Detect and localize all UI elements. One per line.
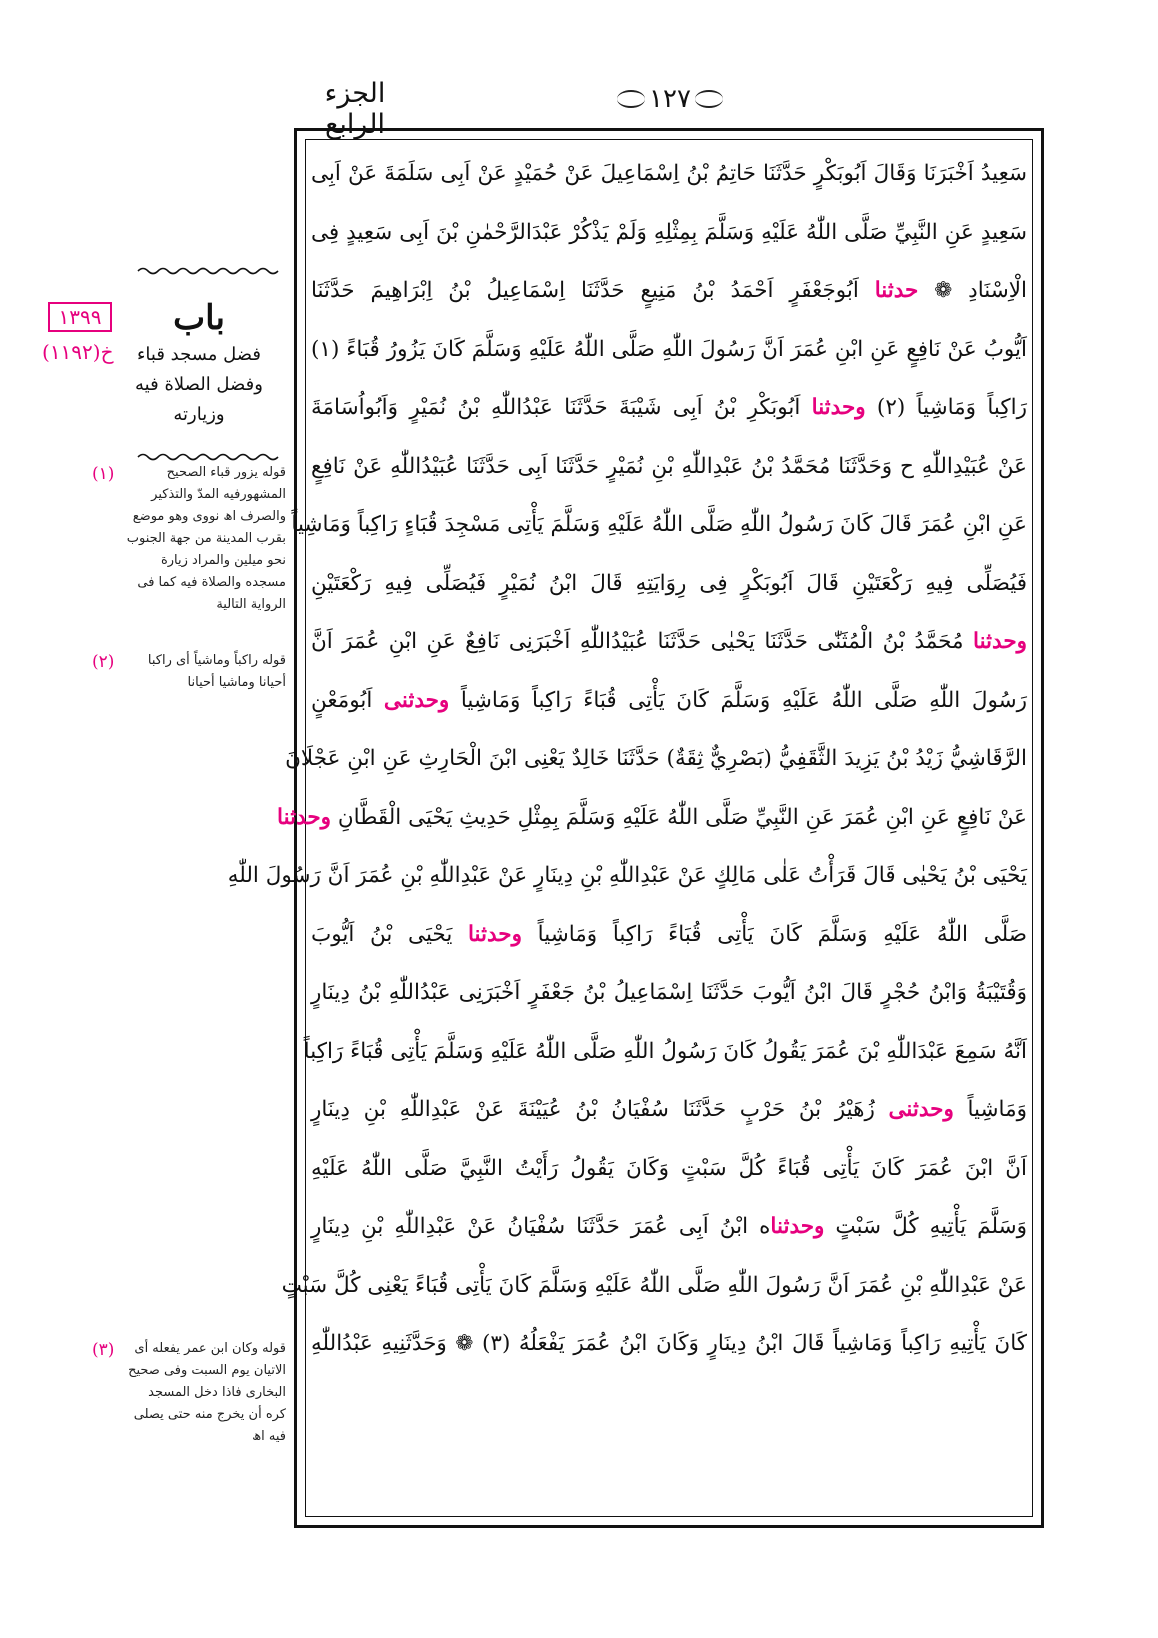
haddathana-marker: وحدثنا xyxy=(770,1214,825,1239)
footnote-number: (٣) xyxy=(92,1340,115,1360)
text-line: فَيُصَلِّى فِيهِ رَكْعَتَيْنِ قَالَ اَبُوبَكْرٍ فِى رِوَايَتِهِ قَالَ ابْنُ نُمَيْرٍ فَيُصَلِّى فِيهِ رَكْعَتَيْنِ xyxy=(311,570,1027,596)
text-line: عَنْ عَبْدِاللّٰهِ بْنِ عُمَرَ اَنَّ رَسُولَ اللّٰهِ صَلَّى اللّٰهُ عَلَيْهِ وَسَلَّمَ كَانَ يَأْتِى قُبَاءً يَعْنِى كُلَّ سَبْتٍ xyxy=(281,1272,1027,1298)
footnote-text: قوله راكباً وماشياً أى راكبا أحيانا وماشيا أحيانا xyxy=(147,653,286,690)
text-line: اَنَّ ابْنَ عُمَرَ كَانَ يَأْتِى قُبَاءً كُلَّ سَبْتٍ وَكَانَ يَقُولُ رَأَيْتُ النَّبِيَّ صَلَّى اللّٰهُ عَلَيْهِ xyxy=(311,1155,1027,1181)
text-line: سَعِيدٍ عَنِ النَّبِيِّ صَلَّى اللّٰهُ عَلَيْهِ وَسَلَّمَ بِمِثْلِهِ وَلَمْ يَذْكُرْ عَبْدَالرَّحْمٰنِ بْنَ اَبِى سَعِيدٍ فِى xyxy=(311,219,1027,245)
text-line: وَمَاشِياً وحدثنى زُهَيْرُ بْنُ حَرْبٍ حَدَّثَنَا سُفْيَانُ بْنُ عُيَيْنَةَ عَنْ عَبْدِاللّٰهِ بْنِ دِينَارٍ xyxy=(311,1097,1027,1122)
chapter-title-line: فضل مسجد قباء xyxy=(136,344,262,365)
wave-divider-top-icon xyxy=(138,266,278,276)
wave-divider-bottom-icon xyxy=(138,452,278,462)
text-line: اَنَّهُ سَمِعَ عَبْدَاللّٰهِ بْنَ عُمَرَ يَقُولُ كَانَ رَسُولُ اللّٰهِ صَلَّى اللّٰهُ عَلَيْهِ وَسَلَّمَ يَأْتِى قُبَاءً رَاكِباً xyxy=(303,1038,1027,1064)
text-line: رَسُولَ اللّٰهِ صَلَّى اللّٰهُ عَلَيْهِ وَسَلَّمَ كَانَ يَأْتِى قُبَاءً رَاكِباً وَمَاشِياً وحدثنى اَبُومَعْنٍ xyxy=(311,687,1027,713)
haddathana-marker: وحدثنا xyxy=(277,804,332,830)
footnote-text: قوله وكان ابن عمر يفعله أى الاتيان يوم السبت وفى صحيح البخارى فاذا دخل المسجد كره أن يخرج منه حتى يصلى فيه اھ xyxy=(128,1341,286,1444)
footnote-number: (١) xyxy=(92,464,115,484)
text-line: وحدثنا مُحَمَّدُ بْنُ الْمُثَنّٰى حَدَّثَنَا يَحْيٰى حَدَّثَنَا عُبَيْدُاللّٰهِ اَخْبَرَنِى نَافِعٌ عَنِ ابْنِ عُمَرَ اَنَّ xyxy=(311,629,1027,654)
haddathana-marker: وحدثنا xyxy=(468,921,522,947)
footnote-number: (٢) xyxy=(92,652,115,672)
haddathana-marker: حدثنا xyxy=(874,278,919,303)
haddathana-marker: وحدثنا xyxy=(973,629,1027,654)
text-line: رَاكِباً وَمَاشِياً (٢) وحدثنا اَبُوبَكْرِ بْنُ اَبِى شَيْبَةَ حَدَّثَنَا عَبْدُاللّٰهِ بْنُ نُمَيْرٍ وَاَبُواُسَامَةَ xyxy=(311,395,1027,420)
text-line: الرَّقَاشِيُّ زَيْدُ بْنُ يَزِيدَ الثَّقَفِيُّ (بَصْرِيٌّ ثِقَةٌ) حَدَّثَنَا خَالِدٌ يَعْنِى ابْنَ الْحَارِثِ عَنِ ابْنِ عَجْلَانَ xyxy=(285,746,1027,771)
text-line: وَسَلَّمَ يَأْتِيهِ كُلَّ سَبْتٍ وحدثناه ابْنُ اَبِى عُمَرَ حَدَّثَنَا سُفْيَانُ عَنْ عَبْدِاللّٰهِ بْنِ دِينَارٍ xyxy=(311,1214,1027,1239)
footnote-text: قوله يزور قباء الصحيح المشهورفيه المدّ والتذكير والصرف اھ نووى وهو موضع بقرب المدينة من جهة الجنوب نحو ميلين والمراد زيارة مسجده والصلاة فيه كما فى الرواية التالية xyxy=(126,465,286,612)
chapter-heading xyxy=(120,296,278,430)
chapter-title-line: وفضل الصلاة فيه xyxy=(135,374,263,395)
chapter-title-line: وزيارته xyxy=(173,404,225,425)
haddathana-marker: وحدثنى xyxy=(888,1097,954,1122)
volume-title: الجزء الرابع xyxy=(324,78,386,140)
text-line: الْاِسْنَادِ ❁ حدثنا اَبُوجَعْفَرٍ اَحْمَدُ بْنُ مَنِيعٍ حَدَّثَنَا اِسْمَاعِيلُ بْنُ اِبْرَاهِيمَ حَدَّثَنَا xyxy=(311,278,1028,303)
text-line: اَيُّوبُ عَنْ نَافِعٍ عَنِ ابْنِ عُمَرَ اَنَّ رَسُولَ اللّٰهِ صَلَّى اللّٰهُ عَلَيْهِ وَسَلَّمَ كَانَ يَزُورُ قُبَاءً (١) xyxy=(311,336,1027,362)
haddathana-marker: وحدثنا xyxy=(811,395,866,420)
page-number: ١٢٧ xyxy=(649,84,691,114)
text-line: عَنِ ابْنِ عُمَرَ قَالَ كَانَ رَسُولُ اللّٰهِ صَلَّى اللّٰهُ عَلَيْهِ وَسَلَّمَ يَأْتِى مَسْجِدَ قُبَاءٍ رَاكِباً وَمَاشِياً xyxy=(291,512,1027,537)
text-line: وَقُتَيْبَةُ وَابْنُ حُجْرٍ قَالَ ابْنُ اَيُّوبَ حَدَّثَنَا اِسْمَاعِيلُ بْنُ جَعْفَرٍ اَخْبَرَنِى عَبْدُاللّٰهِ بْنُ دِينَارٍ xyxy=(311,980,1027,1005)
hadith-number: ١٣٩٩ xyxy=(48,302,112,332)
chapter-word: باب xyxy=(173,298,225,338)
page-number-ornament xyxy=(606,84,734,114)
hadith-number-bukhari: خ(١١٩٢) xyxy=(42,340,114,364)
hadith-text-block xyxy=(227,145,1028,1511)
text-line: عَنْ عُبَيْدِاللّٰهِ ح وَحَدَّثَنَا مُحَمَّدُ بْنُ عَبْدِاللّٰهِ بْنِ نُمَيْرٍ حَدَّثَنَا اَبِى حَدَّثَنَا عُبَيْدُاللّٰهِ عَنْ نَافِعٍ xyxy=(311,453,1027,479)
text-line: صَلَّى اللّٰهُ عَلَيْهِ وَسَلَّمَ كَانَ يَأْتِى قُبَاءً رَاكِباً وَمَاشِياً وحدثنا يَحْيَى بْنُ اَيُّوبَ xyxy=(311,921,1027,947)
text-line: يَحْيَى بْنُ يَحْيٰى قَالَ قَرَأْتُ عَلٰى مَالِكٍ عَنْ عَبْدِاللّٰهِ بْنِ دِينَارٍ عَنْ عَبْدِاللّٰهِ بْنِ عُمَرَ اَنَّ رَسُولَ اللّٰهِ xyxy=(227,863,1027,888)
ornament-right-icon xyxy=(695,90,723,108)
haddathana-marker: وحدثنى xyxy=(383,687,450,713)
text-line: عَنْ نَافِعٍ عَنِ ابْنِ عُمَرَ عَنِ النَّبِيِّ صَلَّى اللّٰهُ عَلَيْهِ وَسَلَّمَ بِمِثْلِ حَدِيثِ يَحْيَى الْقَطَّانِ وحدثنا xyxy=(277,804,1027,830)
text-line: سَعِيدُ اَخْبَرَنَا وَقَالَ اَبُوبَكْرٍ حَدَّثَنَا حَاتِمُ بْنُ اِسْمَاعِيلَ عَنْ حُمَيْدٍ عَنْ اَبِى سَلَمَةَ عَنْ اَبِى xyxy=(311,161,1027,186)
text-line: كَانَ يَأْتِيهِ رَاكِباً وَمَاشِياً قَالَ ابْنُ دِينَارٍ وَكَانَ ابْنُ عُمَرَ يَفْعَلُهُ (٣) ❁ وَحَدَّثَنِيهِ عَبْدُاللّٰهِ xyxy=(311,1331,1028,1356)
ornament-left-icon xyxy=(617,90,645,108)
text-frame xyxy=(227,128,1044,1528)
